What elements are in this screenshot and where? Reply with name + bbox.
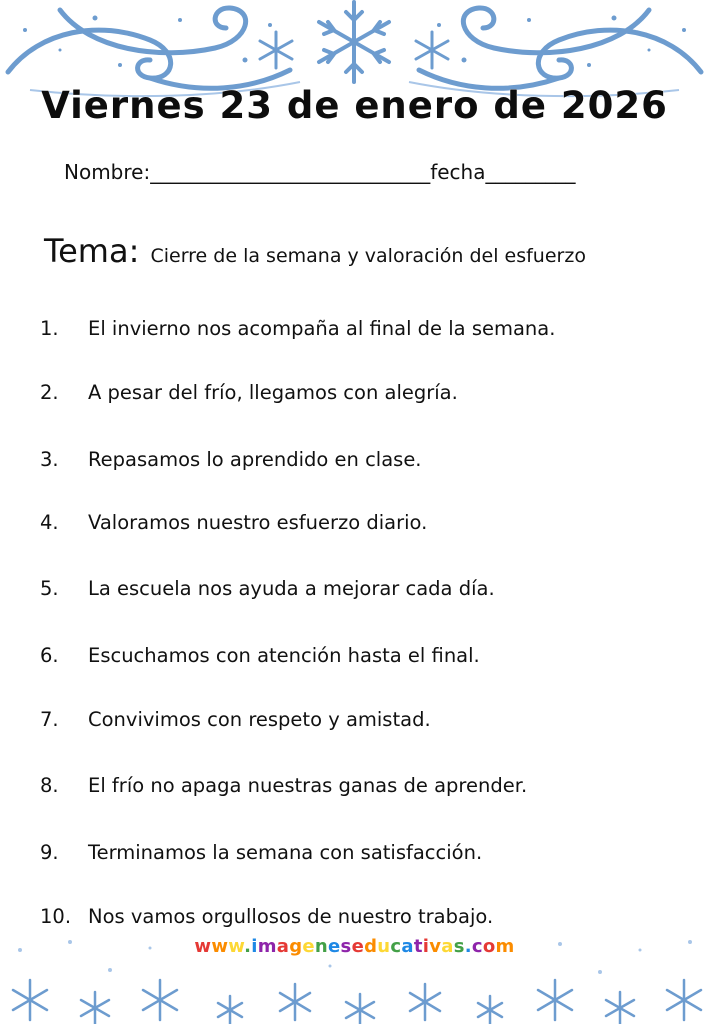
item-text: Convivimos con respeto y amistad.: [88, 707, 431, 731]
footer-url-text: www.imageneseducativas.com: [194, 936, 515, 957]
item-number: 5.: [40, 576, 59, 600]
item-number: 8.: [40, 773, 59, 797]
list-item: [0, 439, 709, 479]
page-title: Viernes 23 de enero de 2026: [41, 84, 668, 127]
topic-text: Cierre de la semana y valoración del esfuerzo: [150, 245, 586, 267]
item-number: 7.: [40, 707, 59, 731]
list-item: [0, 832, 709, 872]
item-text: Valoramos nuestro esfuerzo diario.: [88, 510, 428, 534]
item-number: 6.: [40, 643, 59, 667]
item-number: 2.: [40, 380, 59, 404]
list-item: [0, 635, 709, 675]
list-item: [0, 308, 709, 348]
item-number: 10.: [40, 904, 72, 928]
item-number: 3.: [40, 447, 59, 471]
list-item: [0, 372, 709, 412]
item-number: 4.: [40, 510, 59, 534]
item-text: Terminamos la semana con satisfacción.: [88, 840, 483, 864]
snowflake-icon: [319, 2, 389, 82]
name-date-line: Nombre:____________________________fecha_________: [64, 160, 576, 184]
item-number: 9.: [40, 840, 59, 864]
topic-label: Tema:: [44, 232, 140, 270]
list-item: [0, 765, 709, 805]
topic-heading: [44, 232, 586, 270]
item-text: A pesar del frío, llegamos con alegría.: [88, 380, 458, 404]
footer-url[interactable]: [0, 936, 709, 957]
list-item: [0, 568, 709, 608]
item-number: 1.: [40, 316, 59, 340]
item-text: Escuchamos con atención hasta el final.: [88, 643, 480, 667]
item-text: El invierno nos acompaña al final de la semana.: [88, 316, 556, 340]
item-text: Nos vamos orgullosos de nuestro trabajo.: [88, 904, 494, 928]
list-item: [0, 502, 709, 542]
item-text: Repasamos lo aprendido en clase.: [88, 447, 422, 471]
list-item: [0, 699, 709, 739]
item-text: La escuela nos ayuda a mejorar cada día.: [88, 576, 495, 600]
item-text: El frío no apaga nuestras ganas de aprender.: [88, 773, 528, 797]
